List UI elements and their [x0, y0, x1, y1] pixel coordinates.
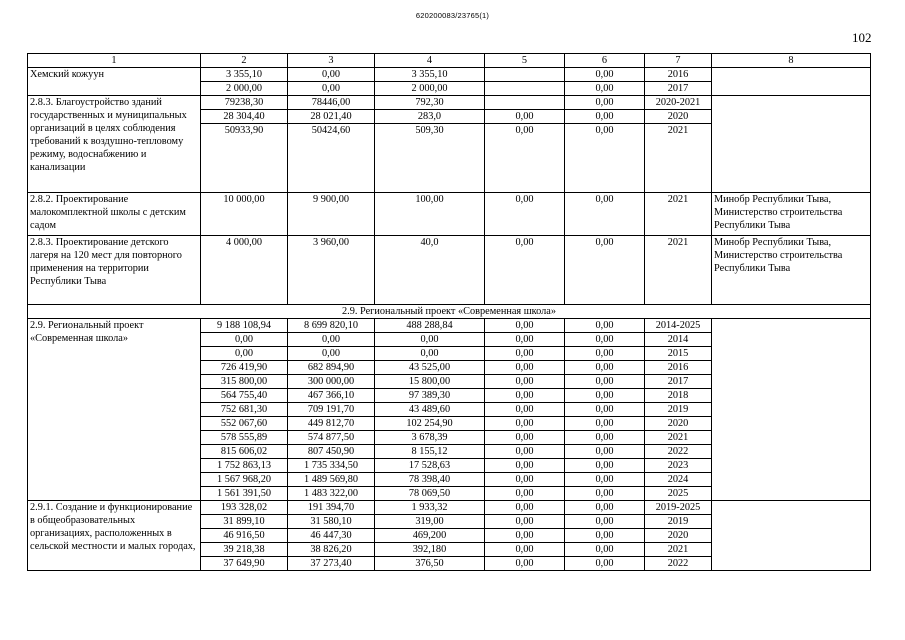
value-cell: 0,00	[485, 193, 565, 236]
value-cell: 50424,60	[288, 124, 375, 193]
value-cell: 0,00	[485, 487, 565, 501]
value-cell	[485, 96, 565, 110]
value-cell: 1 735 334,50	[288, 459, 375, 473]
responsible-cell	[712, 96, 871, 193]
value-cell: 449 812,70	[288, 417, 375, 431]
column-header-row	[28, 54, 871, 68]
value-cell: 46 447,30	[288, 529, 375, 543]
value-cell: 0,00	[565, 501, 645, 515]
row-label: Хемский кожуун	[28, 68, 201, 96]
responsible-cell	[712, 319, 871, 501]
column-header: 8	[712, 54, 871, 68]
value-cell: 2021	[645, 543, 712, 557]
value-cell: 1 561 391,50	[201, 487, 288, 501]
column-header: 5	[485, 54, 565, 68]
value-cell: 0,00	[565, 361, 645, 375]
table-row	[28, 193, 871, 236]
value-cell: 376,50	[375, 557, 485, 571]
value-cell: 0,00	[485, 557, 565, 571]
column-header: 6	[565, 54, 645, 68]
value-cell: 2024	[645, 473, 712, 487]
value-cell: 792,30	[375, 96, 485, 110]
value-cell: 0,00	[288, 333, 375, 347]
table-row	[28, 96, 871, 110]
value-cell: 0,00	[485, 403, 565, 417]
value-cell: 2022	[645, 445, 712, 459]
value-cell	[485, 82, 565, 96]
value-cell: 43 525,00	[375, 361, 485, 375]
value-cell: 0,00	[565, 487, 645, 501]
value-cell: 2017	[645, 82, 712, 96]
value-cell: 283,0	[375, 110, 485, 124]
value-cell: 37 649,90	[201, 557, 288, 571]
value-cell: 2019-2025	[645, 501, 712, 515]
value-cell: 564 755,40	[201, 389, 288, 403]
value-cell: 78 398,40	[375, 473, 485, 487]
value-cell: 43 489,60	[375, 403, 485, 417]
value-cell: 191 394,70	[288, 501, 375, 515]
value-cell: 1 933,32	[375, 501, 485, 515]
value-cell: 815 606,02	[201, 445, 288, 459]
value-cell: 0,00	[201, 347, 288, 361]
value-cell: 10 000,00	[201, 193, 288, 236]
value-cell: 488 288,84	[375, 319, 485, 333]
budget-table	[27, 53, 871, 571]
value-cell: 0,00	[485, 347, 565, 361]
value-cell: 0,00	[485, 459, 565, 473]
value-cell: 0,00	[565, 543, 645, 557]
value-cell: 40,0	[375, 236, 485, 305]
value-cell: 0,00	[565, 82, 645, 96]
value-cell: 0,00	[565, 333, 645, 347]
value-cell: 2017	[645, 375, 712, 389]
section-title: 2.9. Региональный проект «Современная школа»	[28, 305, 871, 319]
document-id: 620200083/23765(1)	[415, 11, 490, 20]
value-cell: 300 000,00	[288, 375, 375, 389]
value-cell: 3 355,10	[375, 68, 485, 82]
value-cell: 2021	[645, 124, 712, 193]
value-cell: 0,00	[485, 375, 565, 389]
value-cell: 2025	[645, 487, 712, 501]
value-cell: 2021	[645, 193, 712, 236]
value-cell: 682 894,90	[288, 361, 375, 375]
value-cell: 0,00	[485, 543, 565, 557]
value-cell: 0,00	[485, 501, 565, 515]
value-cell: 0,00	[485, 417, 565, 431]
value-cell: 315 800,00	[201, 375, 288, 389]
value-cell: 469,200	[375, 529, 485, 543]
value-cell: 31 580,10	[288, 515, 375, 529]
value-cell: 15 800,00	[375, 375, 485, 389]
value-cell: 0,00	[485, 515, 565, 529]
table-row	[28, 236, 871, 305]
value-cell: 1 567 968,20	[201, 473, 288, 487]
value-cell	[485, 68, 565, 82]
value-cell: 193 328,02	[201, 501, 288, 515]
value-cell: 102 254,90	[375, 417, 485, 431]
value-cell: 0,00	[565, 68, 645, 82]
column-header: 4	[375, 54, 485, 68]
value-cell: 37 273,40	[288, 557, 375, 571]
value-cell: 2021	[645, 236, 712, 305]
value-cell: 2 000,00	[201, 82, 288, 96]
responsible-cell: Минобр Республики Тыва, Министерство строительства Республики Тыва	[712, 193, 871, 236]
value-cell: 2019	[645, 515, 712, 529]
value-cell: 0,00	[565, 431, 645, 445]
value-cell: 392,180	[375, 543, 485, 557]
row-label: 2.8.3. Проектирование детского лагеря на 120 мест для повторного применения на территории Республики Тыва	[28, 236, 201, 305]
value-cell: 0,00	[485, 319, 565, 333]
value-cell: 0,00	[288, 68, 375, 82]
value-cell: 0,00	[565, 557, 645, 571]
column-header: 2	[201, 54, 288, 68]
value-cell: 1 489 569,80	[288, 473, 375, 487]
value-cell: 2020	[645, 110, 712, 124]
value-cell: 509,30	[375, 124, 485, 193]
value-cell: 2015	[645, 347, 712, 361]
value-cell: 2021	[645, 431, 712, 445]
value-cell: 3 678,39	[375, 431, 485, 445]
value-cell: 0,00	[565, 124, 645, 193]
value-cell: 2020	[645, 417, 712, 431]
value-cell: 574 877,50	[288, 431, 375, 445]
value-cell: 0,00	[565, 417, 645, 431]
value-cell: 0,00	[565, 110, 645, 124]
value-cell: 2019	[645, 403, 712, 417]
value-cell: 9 900,00	[288, 193, 375, 236]
value-cell: 0,00	[485, 529, 565, 543]
value-cell: 3 960,00	[288, 236, 375, 305]
value-cell: 0,00	[201, 333, 288, 347]
value-cell: 4 000,00	[201, 236, 288, 305]
value-cell: 38 826,20	[288, 543, 375, 557]
value-cell: 2018	[645, 389, 712, 403]
value-cell: 0,00	[485, 236, 565, 305]
value-cell: 78 069,50	[375, 487, 485, 501]
value-cell: 78446,00	[288, 96, 375, 110]
responsible-cell	[712, 501, 871, 571]
page-number: 102	[852, 30, 872, 45]
value-cell: 726 419,90	[201, 361, 288, 375]
section-row	[28, 305, 871, 319]
value-cell: 0,00	[485, 124, 565, 193]
value-cell: 3 355,10	[201, 68, 288, 82]
row-label: 2.9.1. Создание и функционирование в общеобразовательных организациях, расположенных в сельской местности и малых городах,	[28, 501, 201, 571]
value-cell: 0,00	[375, 347, 485, 361]
value-cell: 1 752 863,13	[201, 459, 288, 473]
value-cell: 0,00	[485, 445, 565, 459]
value-cell: 0,00	[565, 347, 645, 361]
value-cell: 2014-2025	[645, 319, 712, 333]
value-cell: 39 218,38	[201, 543, 288, 557]
value-cell: 807 450,90	[288, 445, 375, 459]
value-cell: 709 191,70	[288, 403, 375, 417]
column-header: 1	[28, 54, 201, 68]
value-cell: 0,00	[565, 96, 645, 110]
value-cell: 2020	[645, 529, 712, 543]
value-cell: 1 483 322,00	[288, 487, 375, 501]
value-cell: 2022	[645, 557, 712, 571]
value-cell: 467 366,10	[288, 389, 375, 403]
value-cell: 28 021,40	[288, 110, 375, 124]
value-cell: 0,00	[565, 473, 645, 487]
value-cell: 0,00	[485, 473, 565, 487]
value-cell: 2023	[645, 459, 712, 473]
value-cell: 752 681,30	[201, 403, 288, 417]
value-cell: 0,00	[565, 375, 645, 389]
value-cell: 0,00	[565, 529, 645, 543]
value-cell: 28 304,40	[201, 110, 288, 124]
value-cell: 0,00	[565, 445, 645, 459]
value-cell: 0,00	[288, 347, 375, 361]
value-cell: 31 899,10	[201, 515, 288, 529]
value-cell: 0,00	[485, 110, 565, 124]
table-row	[28, 319, 871, 333]
value-cell: 2020-2021	[645, 96, 712, 110]
value-cell: 2016	[645, 361, 712, 375]
row-label: 2.8.3. Благоустройство зданий государственных и муниципальных организаций в целях соблюдения требований к воздушно-тепловому режиму, водоснабжению и канализации	[28, 96, 201, 193]
value-cell: 2014	[645, 333, 712, 347]
value-cell: 0,00	[485, 333, 565, 347]
row-label: 2.9. Региональный проект «Современная школа»	[28, 319, 201, 501]
responsible-cell: Минобр Республики Тыва, Министерство строительства Республики Тыва	[712, 236, 871, 305]
value-cell: 9 188 108,94	[201, 319, 288, 333]
value-cell: 0,00	[565, 389, 645, 403]
responsible-cell	[712, 68, 871, 96]
value-cell: 0,00	[485, 389, 565, 403]
value-cell: 0,00	[565, 236, 645, 305]
value-cell: 0,00	[485, 361, 565, 375]
table-row	[28, 68, 871, 82]
value-cell: 17 528,63	[375, 459, 485, 473]
value-cell: 0,00	[565, 515, 645, 529]
row-label: 2.8.2. Проектирование малокомплектной школы с детским садом	[28, 193, 201, 236]
value-cell: 8 155,12	[375, 445, 485, 459]
value-cell: 2016	[645, 68, 712, 82]
value-cell: 0,00	[485, 431, 565, 445]
value-cell: 319,00	[375, 515, 485, 529]
value-cell: 0,00	[565, 193, 645, 236]
value-cell: 578 555,89	[201, 431, 288, 445]
value-cell: 46 916,50	[201, 529, 288, 543]
column-header: 3	[288, 54, 375, 68]
value-cell: 2 000,00	[375, 82, 485, 96]
value-cell: 552 067,60	[201, 417, 288, 431]
column-header: 7	[645, 54, 712, 68]
value-cell: 0,00	[565, 459, 645, 473]
value-cell: 97 389,30	[375, 389, 485, 403]
value-cell: 0,00	[565, 403, 645, 417]
value-cell: 100,00	[375, 193, 485, 236]
table-row	[28, 501, 871, 515]
value-cell: 8 699 820,10	[288, 319, 375, 333]
value-cell: 0,00	[375, 333, 485, 347]
value-cell: 79238,30	[201, 96, 288, 110]
value-cell: 50933,90	[201, 124, 288, 193]
value-cell: 0,00	[565, 319, 645, 333]
value-cell: 0,00	[288, 82, 375, 96]
